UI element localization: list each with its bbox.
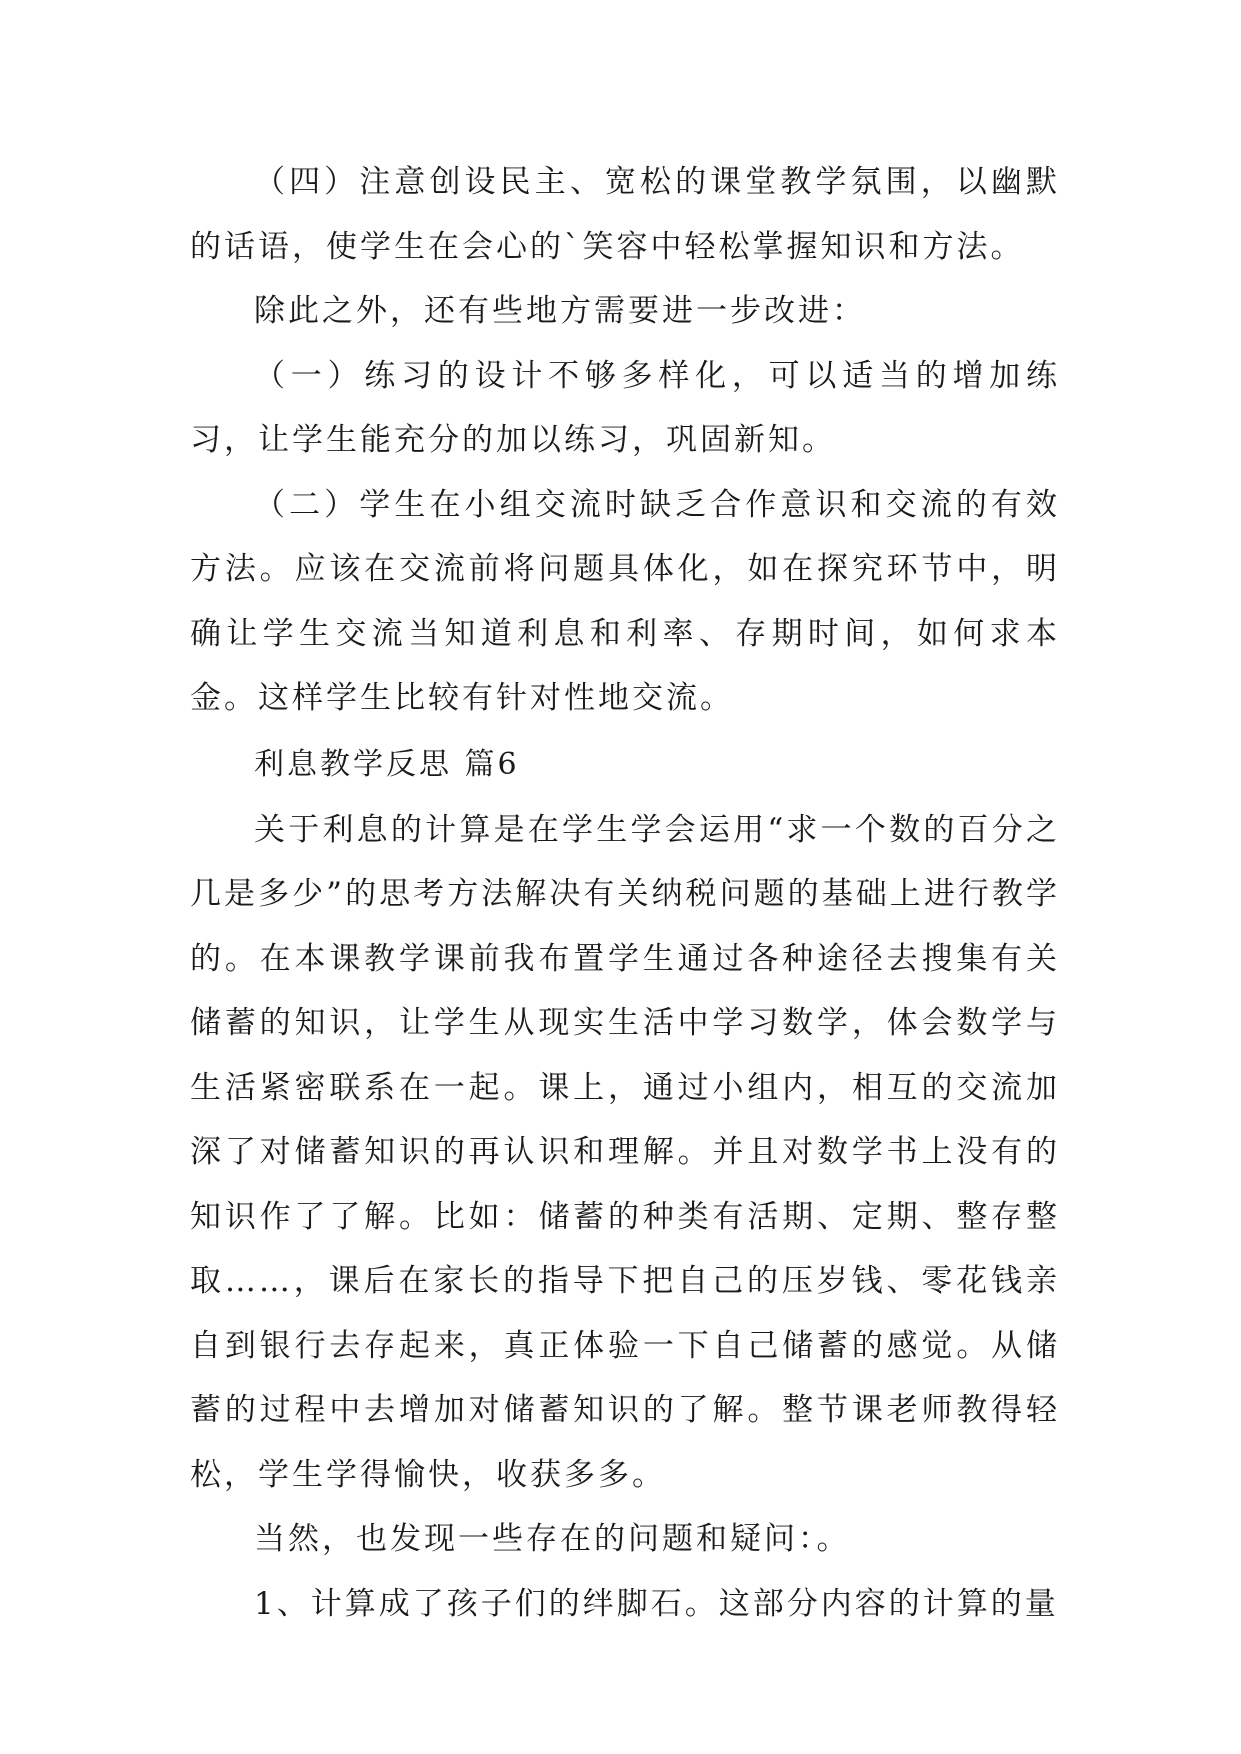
paragraph: 除此之外，还有些地方需要进一步改进： [254,293,866,329]
paragraph: （四）注意创设民主、宽松的课堂教学氛围，以幽默的话语，使学生在会心的`笑容中轻松掌握知识和方法。 [190,164,1060,265]
paragraph: （一）练习的设计不够多样化，可以适当的增加练习，让学生能充分的加以练习，巩固新知。 [190,357,1060,458]
section-heading: 利息教学反思 篇6 [254,747,520,782]
section-top [190,150,1060,731]
paragraph: （二）学生在小组交流时缺乏合作意识和交流的有效方法。应该在交流前将问题具体化，如在探究环节中，明确让学生交流当知道利息和利率、存期时间，如何求本金。这样学生比较有针对性地交流。 [190,486,1060,716]
paragraph: 1、计算成了孩子们的绊脚石。这部分内容的计算的量 [254,1585,1059,1622]
section-bottom [190,733,1060,1636]
paragraph: 关于利息的计算是在学生学会运用“求一个数的百分之几是多少”的思考方法解决有关纳税问题的基础上进行教学的。在本课教学课前我布置学生通过各种途径去搜集有关储蓄的知识，让学生从现实生活中学习数学，体会数学与生活紧密联系在一起。课上，通过小组内，相互的交流加深了对储蓄知识的再认识和理解。并且对数学书上没有的知识作了了解。比如：储蓄的种类有活期、定期、整存整取……，课后在家长的指导下把自己的压岁钱、零花钱亲自到银行去存起来，真正体验一下自己储蓄的感觉。从储蓄的过程中去增加对储蓄知识的了解。整节课老师教得轻松，学生学得愉快，收获多多。 [190,811,1060,1493]
paragraph: 当然，也发现一些存在的问题和疑问：。 [254,1521,851,1557]
